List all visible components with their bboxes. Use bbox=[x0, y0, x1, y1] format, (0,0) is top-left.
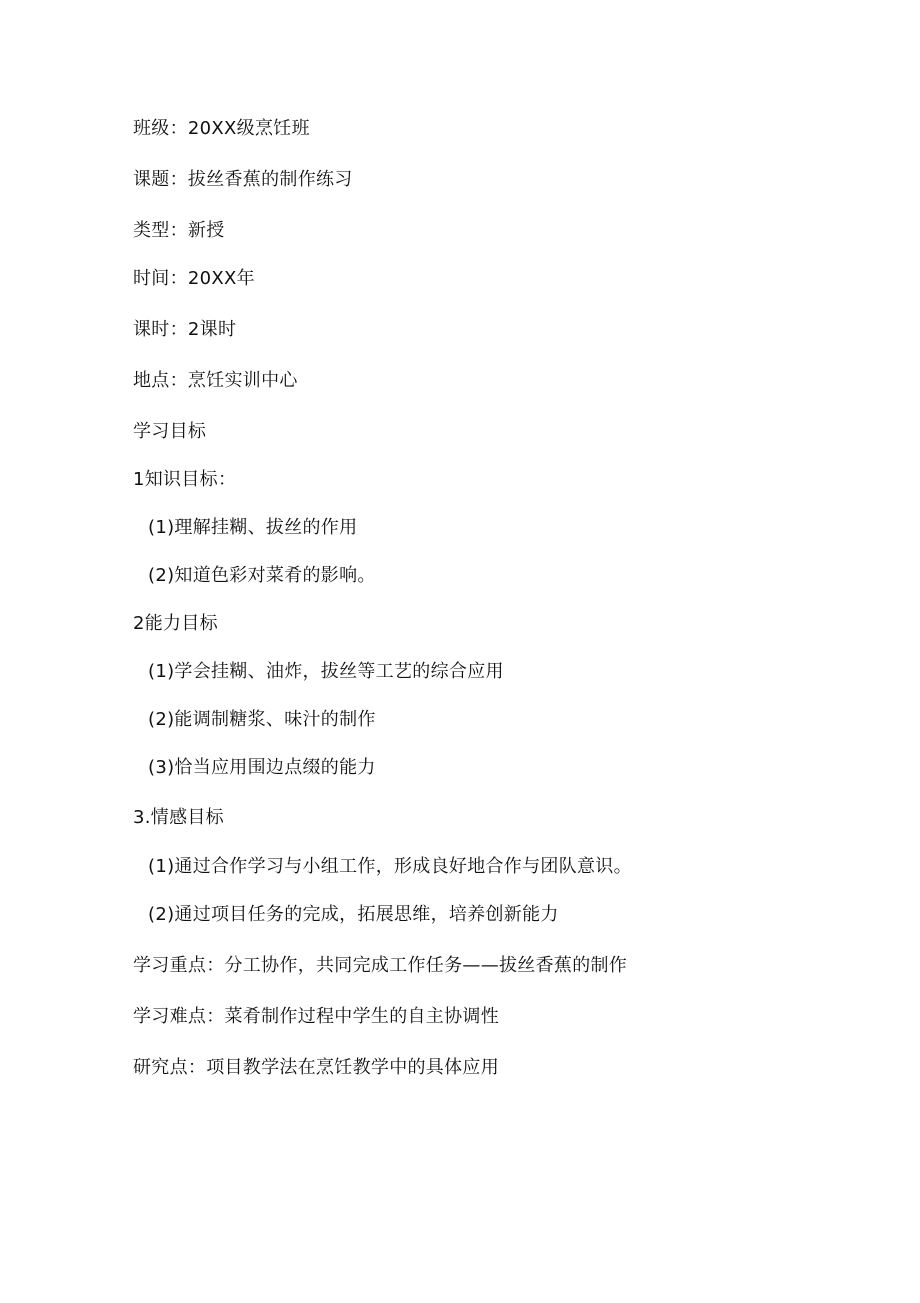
difficulties-line: 学习难点：菜肴制作过程中学生的自主协调性 bbox=[133, 1006, 499, 1027]
emotion-objective-item: (1)通过合作学习与小组工作，形成良好地合作与团队意识。 bbox=[148, 856, 632, 877]
ability-objective-item: (2)能调制糖浆、味汁的制作 bbox=[148, 709, 376, 730]
knowledge-objective-item: (2)知道色彩对菜肴的影响。 bbox=[148, 565, 376, 586]
ability-objective-item: (3)恰当应用围边点缀的能力 bbox=[148, 757, 376, 778]
research-point-line: 研究点：项目教学法在烹饪教学中的具体应用 bbox=[133, 1057, 499, 1078]
key-points-line: 学习重点：分工协作，共同完成工作任务——拔丝香蕉的制作 bbox=[133, 955, 628, 976]
topic-line: 课题：拔丝香蕉的制作练习 bbox=[133, 169, 353, 190]
type-line: 类型：新授 bbox=[133, 220, 225, 241]
location-line: 地点：烹饪实训中心 bbox=[133, 370, 298, 391]
time-line: 时间：20XX年 bbox=[133, 268, 255, 289]
emotion-objective-item: (2)通过项目任务的完成，拓展思维，培养创新能力 bbox=[148, 904, 559, 925]
knowledge-objective-item: (1)理解挂糊、拔丝的作用 bbox=[148, 517, 358, 538]
ability-objectives-heading: 2能力目标 bbox=[133, 613, 218, 634]
learning-objectives-heading: 学习目标 bbox=[133, 421, 207, 442]
class-line: 班级：20XX级烹饪班 bbox=[133, 118, 310, 139]
emotion-objectives-heading: 3.情感目标 bbox=[133, 807, 224, 828]
class-hours-line: 课时：2课时 bbox=[133, 319, 237, 340]
ability-objective-item: (1)学会挂糊、油炸，拔丝等工艺的综合应用 bbox=[148, 661, 504, 682]
knowledge-objectives-heading: 1知识目标： bbox=[133, 469, 237, 490]
